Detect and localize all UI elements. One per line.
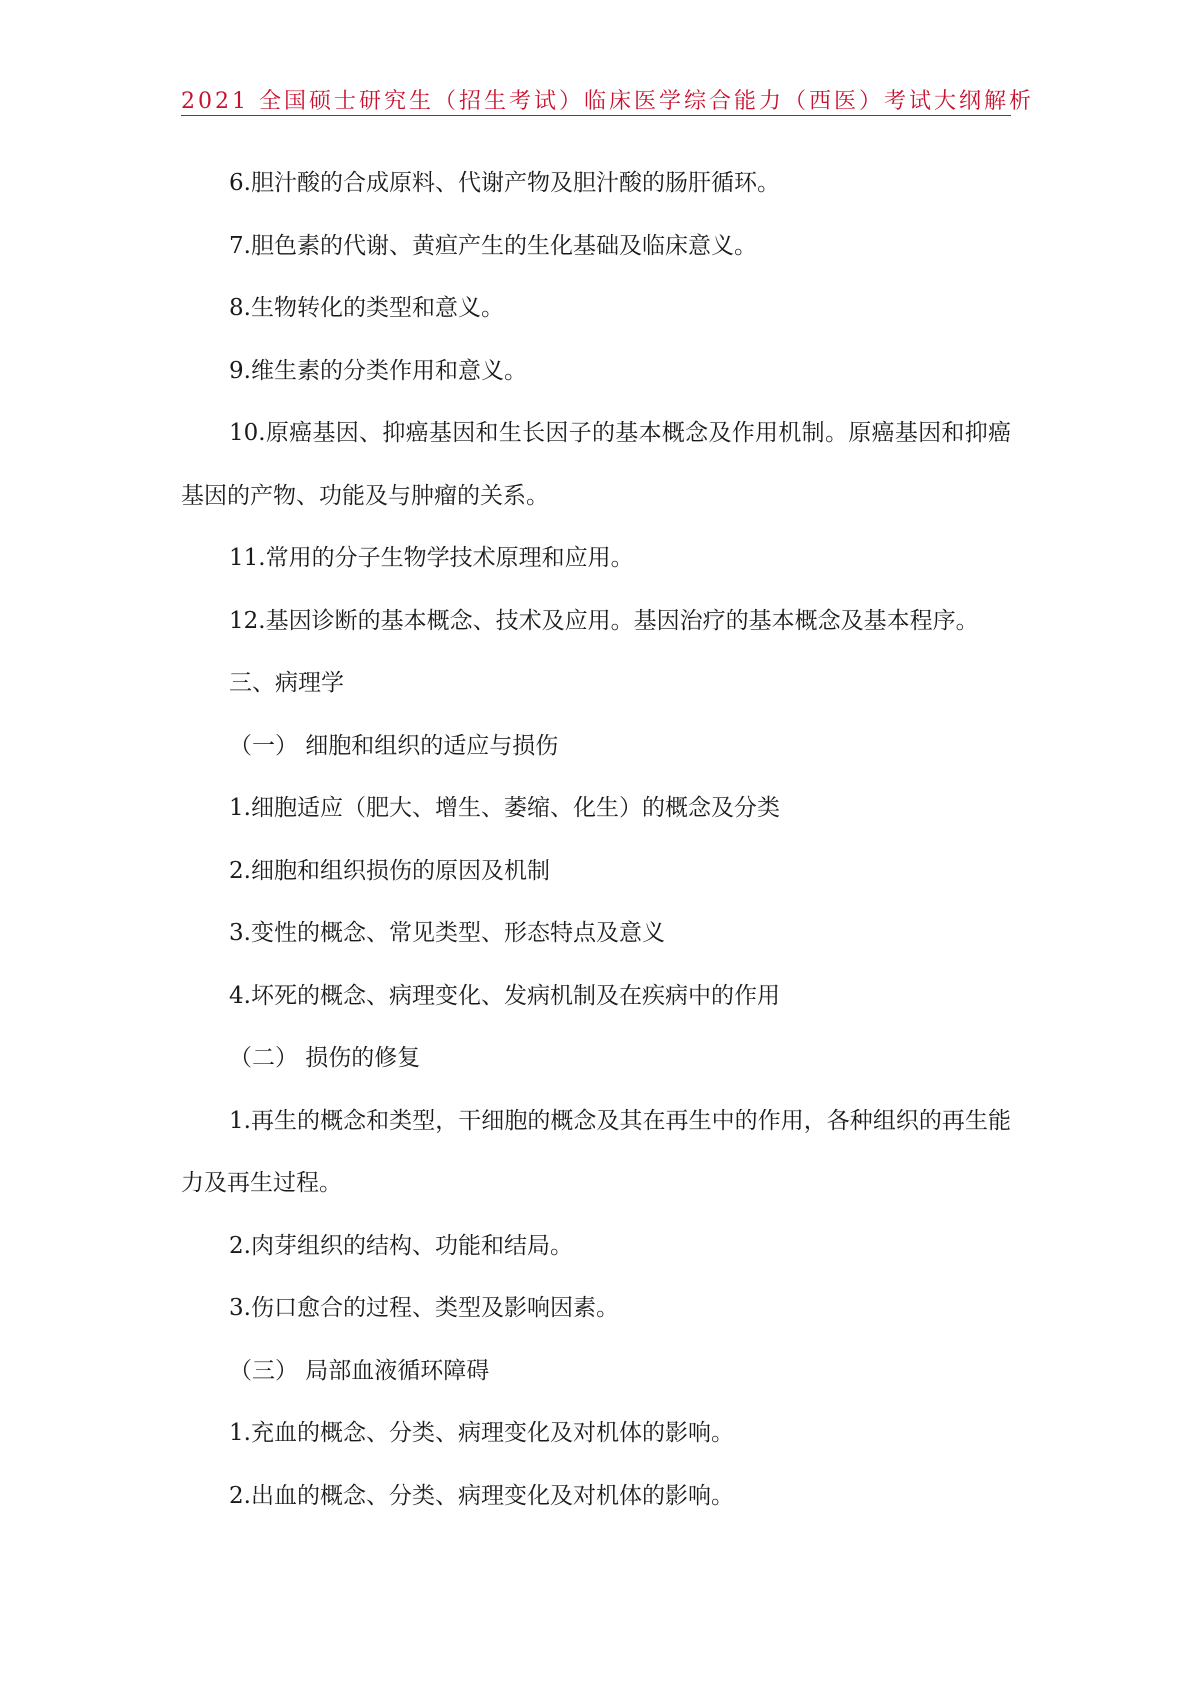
paragraph: 11.常用的分子生物学技术原理和应用。 (229, 545, 634, 571)
header-title: 2021 全国硕士研究生（招生考试）临床医学综合能力（西医）考试大纲解析 (181, 89, 1034, 114)
paragraph: 1.充血的概念、分类、病理变化及对机体的影响。 (229, 1420, 734, 1446)
paragraph: 6.胆汁酸的合成原料、代谢产物及胆汁酸的肠肝循环。 (229, 170, 780, 196)
document-body (181, 152, 1011, 1527)
paragraph: 3.变性的概念、常见类型、形态特点及意义 (229, 920, 665, 946)
subsection-heading: （一） 细胞和组织的适应与损伤 (229, 732, 559, 759)
subsection-heading: （三） 局部血液循环障碍 (229, 1357, 490, 1384)
paragraph: 2.出血的概念、分类、病理变化及对机体的影响。 (229, 1482, 734, 1509)
paragraph: 4.坏死的概念、病理变化、发病机制及在疾病中的作用 (229, 982, 780, 1009)
paragraph: 1.细胞适应（肥大、增生、萎缩、化生）的概念及分类 (229, 795, 780, 821)
header-divider (181, 115, 1011, 116)
paragraph: 2.细胞和组织损伤的原因及机制 (229, 857, 550, 884)
paragraph: 12.基因诊断的基本概念、技术及应用。基因治疗的基本概念及基本程序。 (229, 607, 979, 634)
paragraph: 8.生物转化的类型和意义。 (229, 295, 504, 321)
paragraph: 2.肉芽组织的结构、功能和结局。 (229, 1232, 573, 1259)
paragraph: 10.原癌基因、抑癌基因和生长因子的基本概念及作用机制。原癌基因和抑癌基因的产物、功能及与肿瘤的关系。 (181, 420, 1011, 509)
section-heading: 三、病理学 (229, 670, 344, 696)
paragraph: 7.胆色素的代谢、黄疸产生的生化基础及临床意义。 (229, 232, 757, 259)
subsection-heading: （二） 损伤的修复 (229, 1045, 421, 1071)
paragraph: 1.再生的概念和类型，干细胞的概念及其在再生中的作用，各种组织的再生能力及再生过程。 (181, 1107, 1011, 1196)
paragraph: 3.伤口愈合的过程、类型及影响因素。 (229, 1295, 619, 1321)
paragraph: 9.维生素的分类作用和意义。 (229, 357, 527, 384)
